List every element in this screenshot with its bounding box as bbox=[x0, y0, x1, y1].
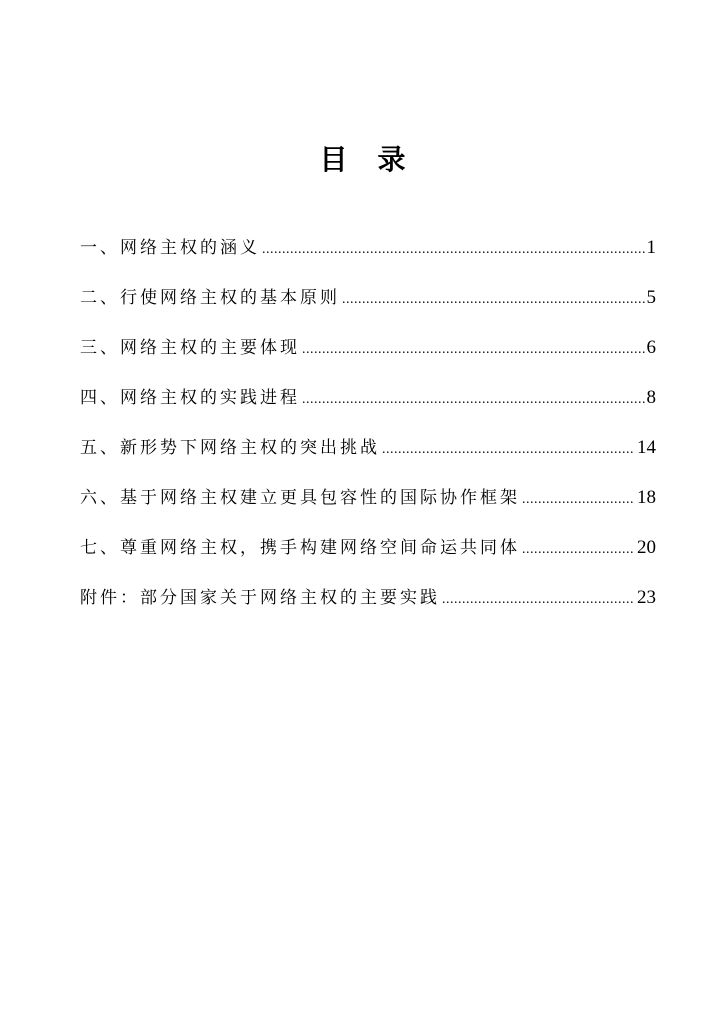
toc-entry-page: 18 bbox=[637, 487, 656, 508]
toc-entry-text: 六、基于网络主权建立更具包容性的国际协作框架 bbox=[80, 488, 520, 508]
table-of-contents bbox=[80, 230, 656, 630]
toc-entry-3[interactable] bbox=[80, 330, 656, 380]
toc-leader-dots bbox=[302, 382, 645, 418]
toc-entry-2[interactable] bbox=[80, 280, 656, 330]
toc-leader-dots bbox=[522, 482, 635, 518]
page-title-first: 目 bbox=[319, 143, 348, 176]
toc-entry-page: 14 bbox=[637, 437, 656, 458]
toc-entry-4[interactable] bbox=[80, 380, 656, 430]
toc-leader-dots bbox=[302, 332, 645, 368]
toc-entry-text: 附件：部分国家关于网络主权的主要实践 bbox=[80, 588, 440, 608]
toc-leader-dots bbox=[262, 232, 645, 268]
page-title-second: 录 bbox=[377, 143, 406, 176]
toc-entry-text: 四、网络主权的实践进程 bbox=[80, 388, 300, 408]
toc-entry-page: 20 bbox=[637, 537, 656, 558]
toc-entry-text: 一、网络主权的涵义 bbox=[80, 238, 260, 258]
page-title bbox=[0, 138, 725, 178]
toc-entry-8[interactable] bbox=[80, 580, 656, 630]
toc-entry-text: 五、新形势下网络主权的突出挑战 bbox=[80, 438, 380, 458]
toc-leader-dots bbox=[522, 532, 635, 568]
toc-entry-1[interactable] bbox=[80, 230, 656, 280]
toc-entry-page: 23 bbox=[637, 587, 656, 608]
toc-entry-text: 二、行使网络主权的基本原则 bbox=[80, 288, 340, 308]
toc-entry-page: 8 bbox=[646, 387, 656, 408]
toc-entry-page: 5 bbox=[646, 287, 656, 308]
toc-leader-dots bbox=[382, 432, 635, 468]
toc-entry-6[interactable] bbox=[80, 480, 656, 530]
toc-entry-page: 6 bbox=[646, 337, 656, 358]
toc-entry-7[interactable] bbox=[80, 530, 656, 580]
toc-leader-dots bbox=[442, 582, 635, 618]
toc-entry-page: 1 bbox=[646, 237, 656, 258]
toc-entry-text: 三、网络主权的主要体现 bbox=[80, 338, 300, 358]
toc-entry-5[interactable] bbox=[80, 430, 656, 480]
toc-leader-dots bbox=[342, 282, 645, 318]
toc-entry-text: 七、尊重网络主权，携手构建网络空间命运共同体 bbox=[80, 538, 520, 558]
